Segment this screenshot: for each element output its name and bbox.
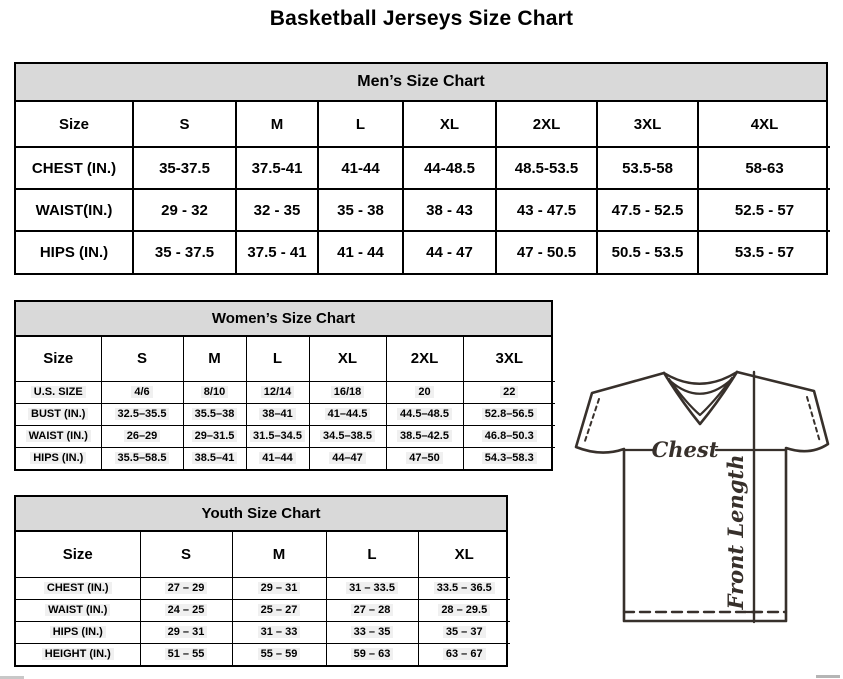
table-cell: 41 - 44 [318, 231, 403, 273]
table-cell: 44-48.5 [403, 147, 496, 189]
row-label [16, 643, 140, 665]
jersey-diagram [563, 360, 839, 632]
table-cell: 52.5 - 57 [698, 189, 830, 231]
table-cell [183, 425, 246, 447]
table-cell [309, 447, 386, 469]
table-cell [232, 577, 326, 599]
table-cell [326, 621, 418, 643]
table-cell: 53.5-58 [597, 147, 698, 189]
column-header: XL [418, 532, 510, 577]
cell-value: 38.5–42.5 [397, 430, 452, 442]
row-label: CHEST (IN.) [16, 147, 133, 189]
cell-value: 38.5–41 [192, 452, 238, 464]
cell-value: 29 – 31 [165, 626, 208, 638]
table-cell: 53.5 - 57 [698, 231, 830, 273]
row-label [16, 381, 101, 403]
cell-value: 35.5–38 [192, 408, 238, 420]
mens-size-table [16, 102, 830, 273]
table-cell [386, 381, 463, 403]
table-cell: 35-37.5 [133, 147, 236, 189]
table-cell [246, 425, 309, 447]
cell-value: 31 – 33.5 [346, 582, 398, 594]
column-header: Size [16, 532, 140, 577]
table-cell: 50.5 - 53.5 [597, 231, 698, 273]
cell-value: 35.5–58.5 [115, 452, 170, 464]
table-cell [309, 425, 386, 447]
cell-value: 33.5 – 36.5 [434, 582, 495, 594]
row-label-text: HIPS (IN.) [30, 452, 86, 464]
cell-value: 8/10 [201, 386, 228, 398]
table-cell: 58-63 [698, 147, 830, 189]
cell-value: 22 [500, 386, 518, 398]
cell-value: 41–44 [259, 452, 296, 464]
column-header: 2XL [496, 102, 597, 147]
youth-size-chart [14, 495, 508, 667]
cell-value: 29 – 31 [258, 582, 301, 594]
cell-value: 38–41 [259, 408, 296, 420]
cell-value: 31.5–34.5 [250, 430, 305, 442]
table-cell [140, 621, 232, 643]
cell-value: 25 – 27 [258, 604, 301, 616]
table-cell: 29 - 32 [133, 189, 236, 231]
column-header: S [133, 102, 236, 147]
table-cell [183, 381, 246, 403]
column-header: M [183, 337, 246, 381]
front-length-label: Front Length [723, 454, 748, 610]
table-cell [326, 577, 418, 599]
table-cell [101, 403, 183, 425]
table-cell: 47.5 - 52.5 [597, 189, 698, 231]
cell-value: 20 [415, 386, 433, 398]
table-cell: 35 - 38 [318, 189, 403, 231]
table-cell [246, 381, 309, 403]
youth-size-table [16, 532, 510, 665]
collar-outer-arc [664, 372, 737, 384]
table-cell: 37.5-41 [236, 147, 318, 189]
table-cell: 37.5 - 41 [236, 231, 318, 273]
table-cell [463, 381, 555, 403]
cell-value: 24 – 25 [165, 604, 208, 616]
table-cell [326, 643, 418, 665]
table-cell [326, 599, 418, 621]
cell-value: 47–50 [406, 452, 443, 464]
cell-value: 52.8–56.5 [482, 408, 537, 420]
table-cell: 32 - 35 [236, 189, 318, 231]
row-label-text: BUST (IN.) [28, 408, 88, 420]
table-cell [232, 643, 326, 665]
table-cell [386, 403, 463, 425]
table-cell [418, 621, 510, 643]
cell-value: 41–44.5 [325, 408, 371, 420]
cell-value: 55 – 59 [258, 648, 301, 660]
column-header: M [232, 532, 326, 577]
cell-value: 12/14 [261, 386, 295, 398]
cell-value: 35 – 37 [443, 626, 486, 638]
cell-value: 28 – 29.5 [438, 604, 490, 616]
table-cell [140, 599, 232, 621]
womens-size-table [16, 337, 555, 469]
column-header: L [326, 532, 418, 577]
cell-value: 46.8–50.3 [482, 430, 537, 442]
row-label [16, 577, 140, 599]
table-cell [101, 425, 183, 447]
table-cell: 44 - 47 [403, 231, 496, 273]
cell-value: 63 – 67 [443, 648, 486, 660]
youth-chart-title: Youth Size Chart [16, 497, 506, 532]
cell-value: 32.5–35.5 [115, 408, 170, 420]
row-label-text: U.S. SIZE [31, 386, 86, 398]
row-label-text: HIPS (IN.) [50, 626, 106, 638]
row-label-text: WAIST (IN.) [45, 604, 110, 616]
table-cell: 35 - 37.5 [133, 231, 236, 273]
cell-value: 44.5–48.5 [397, 408, 452, 420]
column-header: 2XL [386, 337, 463, 381]
table-cell [309, 381, 386, 403]
table-cell: 48.5-53.5 [496, 147, 597, 189]
table-cell: 47 - 50.5 [496, 231, 597, 273]
mens-size-chart [14, 62, 828, 275]
jersey-outline [576, 372, 828, 621]
table-cell [418, 599, 510, 621]
table-cell [183, 403, 246, 425]
table-cell [418, 577, 510, 599]
table-cell [246, 447, 309, 469]
cell-value: 26–29 [124, 430, 161, 442]
column-header: S [140, 532, 232, 577]
table-cell: 43 - 47.5 [496, 189, 597, 231]
cell-value: 34.5–38.5 [320, 430, 375, 442]
mens-chart-title: Men’s Size Chart [16, 64, 826, 102]
cell-value: 54.3–58.3 [482, 452, 537, 464]
scrollbar-fragment-right[interactable] [816, 675, 840, 678]
table-cell [463, 447, 555, 469]
table-cell [232, 621, 326, 643]
cell-value: 16/18 [331, 386, 365, 398]
table-cell [309, 403, 386, 425]
row-label: HIPS (IN.) [16, 231, 133, 273]
womens-size-chart [14, 300, 553, 471]
cell-value: 31 – 33 [258, 626, 301, 638]
column-header: L [318, 102, 403, 147]
cell-value: 44–47 [329, 452, 366, 464]
page-title: Basketball Jerseys Size Chart [269, 7, 574, 30]
column-header: M [236, 102, 318, 147]
column-header: XL [309, 337, 386, 381]
table-cell [140, 577, 232, 599]
cell-value: 27 – 28 [351, 604, 394, 616]
cell-value: 51 – 55 [165, 648, 208, 660]
row-label-text: CHEST (IN.) [44, 582, 112, 594]
column-header: 3XL [597, 102, 698, 147]
column-header: Size [16, 337, 101, 381]
row-label [16, 403, 101, 425]
table-cell [101, 447, 183, 469]
column-header: 3XL [463, 337, 555, 381]
row-label-text: WAIST (IN.) [26, 430, 91, 442]
cell-value: 27 – 29 [165, 582, 208, 594]
row-label: WAIST(IN.) [16, 189, 133, 231]
column-header: Size [16, 102, 133, 147]
cell-value: 59 – 63 [351, 648, 394, 660]
table-cell [463, 403, 555, 425]
row-label-text: HEIGHT (IN.) [42, 648, 114, 660]
left-sleeve-stitch-line [584, 399, 599, 444]
column-header: 4XL [698, 102, 830, 147]
table-cell: 41-44 [318, 147, 403, 189]
cell-value: 33 – 35 [351, 626, 394, 638]
column-header: XL [403, 102, 496, 147]
row-label [16, 425, 101, 447]
table-cell [418, 643, 510, 665]
table-cell [386, 447, 463, 469]
column-header: L [246, 337, 309, 381]
table-cell [232, 599, 326, 621]
table-cell [386, 425, 463, 447]
cell-value: 4/6 [131, 386, 152, 398]
womens-chart-title: Women’s Size Chart [16, 302, 551, 337]
table-cell [246, 403, 309, 425]
table-cell [140, 643, 232, 665]
column-header: S [101, 337, 183, 381]
table-cell [183, 447, 246, 469]
row-label [16, 447, 101, 469]
row-label [16, 621, 140, 643]
chest-label: Chest [651, 437, 719, 462]
row-label [16, 599, 140, 621]
table-cell [463, 425, 555, 447]
table-cell: 38 - 43 [403, 189, 496, 231]
table-cell [101, 381, 183, 403]
cell-value: 29–31.5 [192, 430, 238, 442]
